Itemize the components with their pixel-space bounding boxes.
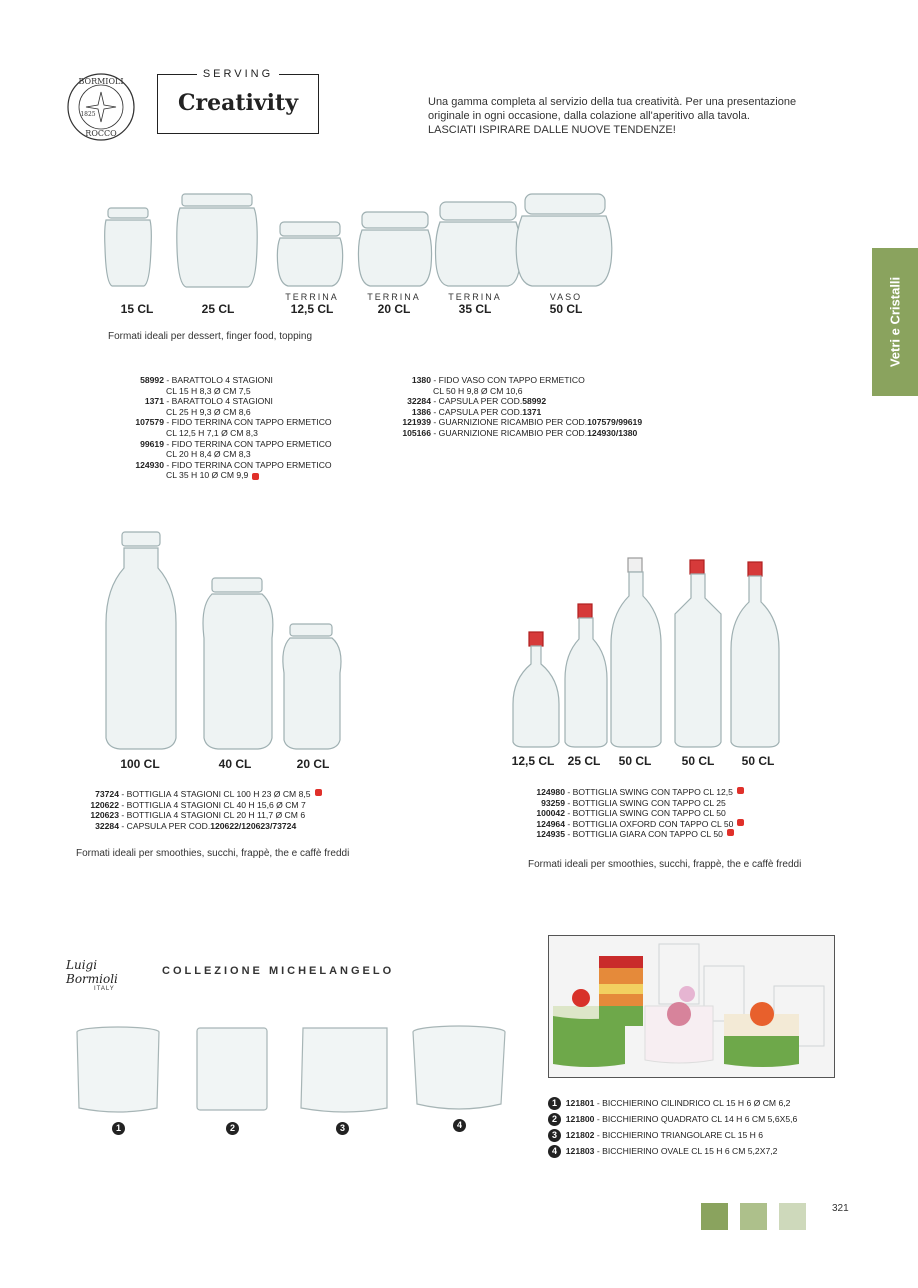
new-marker	[315, 789, 322, 796]
jar-size-label: 12,5 CL	[290, 302, 334, 316]
jar-type-label: TERRINA	[448, 292, 502, 302]
jars-codes-left: 58992 - BARATTOLO 4 STAGIONI CL 15 H 8,3 Ø CM 7,5 1371 - BARATTOLO 4 STAGIONI CL 25 H 9,3 Ø CM 8,6 107579 - FIDO TERRINA CON TAPPO ERMETICO CL 12,5 H 7,1 Ø CM 8,3 99619 - FIDO TERRINA CON TAPPO ERMETICO CL 20 H 8,4 Ø CM 8,3 124930 - FIDO TERRINA CON TAPPO ERMETICO CL 35 H 10 Ø CM 9,9	[135, 375, 332, 481]
swing-bottles-illustration	[505, 554, 785, 749]
bottles-right-codes: 124980 - BOTTIGLIA SWING CON TAPPO CL 12,5 93259 - BOTTIGLIA SWING CON TAPPO CL 25 100042 - BOTTIGLIA SWING CON TAPPO CL 50 124964 - BOTTIGLIA OXFORD CON TAPPO CL 50 124935 - BOTTIGLIA GIARA CON TAPPO CL 50	[527, 787, 847, 840]
collection-title: COLLEZIONE MICHELANGELO	[162, 965, 395, 977]
jar-size-label: 25 CL	[201, 302, 235, 316]
jar-size-label: 15 CL	[120, 302, 154, 316]
new-marker	[737, 819, 744, 826]
svg-text:ROCCO: ROCCO	[85, 129, 117, 138]
dessert-glasses-photo	[548, 935, 835, 1078]
bottle-size-label: 40 CL	[218, 757, 252, 771]
color-square	[701, 1203, 728, 1230]
page-number: 321	[832, 1203, 849, 1214]
color-square	[740, 1203, 767, 1230]
jar-type-label: VASO	[549, 292, 583, 302]
item-number-badge: 3	[336, 1122, 349, 1135]
bottle-size-label: 100 CL	[120, 757, 160, 771]
bottle-size-label: 25 CL	[567, 754, 601, 768]
section-label: SERVING	[157, 68, 319, 80]
bottle-size-label: 50 CL	[618, 754, 652, 768]
bormioli-rocco-logo	[66, 72, 136, 142]
bottles-left-note: Formati ideali per smoothies, succhi, frappè, the e caffè freddi	[76, 848, 350, 859]
item-number-badge: 2	[226, 1122, 239, 1135]
new-marker	[727, 829, 734, 836]
bottles-left-codes: 73724 - BOTTIGLIA 4 STAGIONI CL 100 H 23 Ø CM 8,5 120622 - BOTTIGLIA 4 STAGIONI CL 40 H 15,6 Ø CM 7 120623 - BOTTIGLIA 4 STAGIONI CL 20 H 11,7 Ø CM 6 32284 - CAPSULA PER COD. 120622/120623/73724	[75, 789, 375, 831]
jar-type-label: TERRINA	[285, 292, 339, 302]
jars-codes-right: 1380 - FIDO VASO CON TAPPO ERMETICO CL 50 H 9,8 Ø CM 10,6 32284 - CAPSULA PER COD. 58992 1386 - CAPSULA PER COD. 1371 121939 - GUARNIZIONE RICAMBIO PER COD. 107579/99619 105166 - GUARNIZIONE RICAMBIO PER COD. 124930/1380	[402, 375, 643, 438]
bottle-size-label: 50 CL	[681, 754, 715, 768]
jars-note: Formati ideali per dessert, finger food, topping	[108, 331, 312, 342]
svg-text:BORMIOLI: BORMIOLI	[78, 77, 124, 86]
item-number-badge: 1	[112, 1122, 125, 1135]
bottle-size-label: 50 CL	[741, 754, 775, 768]
page-title: Creativity	[178, 90, 298, 116]
item-number-badge: 2	[548, 1113, 561, 1126]
jars-illustration	[100, 188, 620, 293]
item-number-badge: 4	[548, 1145, 561, 1158]
luigi-bormioli-logo: Luigi Bormioli ITALY	[66, 958, 118, 992]
item-number-badge: 4	[453, 1119, 466, 1132]
new-marker	[252, 473, 259, 480]
bottles-right-note: Formati ideali per smoothies, succhi, frappè, the e caffè freddi	[528, 859, 802, 870]
new-marker	[737, 787, 744, 794]
svg-text:1825: 1825	[80, 111, 96, 118]
michelangelo-codes: 1 121801 - BICCHIERINO CILINDRICO CL 15 H 6 Ø CM 6,2 2 121800 - BICCHIERINO QUADRATO CL 14 H 6 CM 5,6X5,6 3 121802 - BICCHIERINO TRIANGOLARE CL 15 H 6 4 121803 - BICCHIERINO OVALE CL 15 H 6 CM 5,2X7,2	[548, 1095, 848, 1159]
jar-type-label: TERRINA	[367, 292, 421, 302]
bottle-size-label: 12,5 CL	[511, 754, 555, 768]
intro-text: Una gamma completa al servizio della tua creatività. Per una presentazione originale in ogni occasione, dalla colazione all'aperitivo alla tavola. LASCIATI ISPIRARE DALLE NUOVE TENDENZE!	[428, 96, 797, 136]
item-number-badge: 1	[548, 1097, 561, 1110]
color-square	[779, 1203, 806, 1230]
category-tab: Vetri e Cristalli	[872, 248, 918, 396]
bottle-size-label: 20 CL	[296, 757, 330, 771]
jar-size-label: 20 CL	[377, 302, 411, 316]
jar-size-label: 50 CL	[549, 302, 583, 316]
quattro-stagioni-bottles-illustration	[100, 528, 360, 753]
michelangelo-glasses-illustration	[75, 1024, 515, 1116]
item-number-badge: 3	[548, 1129, 561, 1142]
jar-size-label: 35 CL	[458, 302, 492, 316]
